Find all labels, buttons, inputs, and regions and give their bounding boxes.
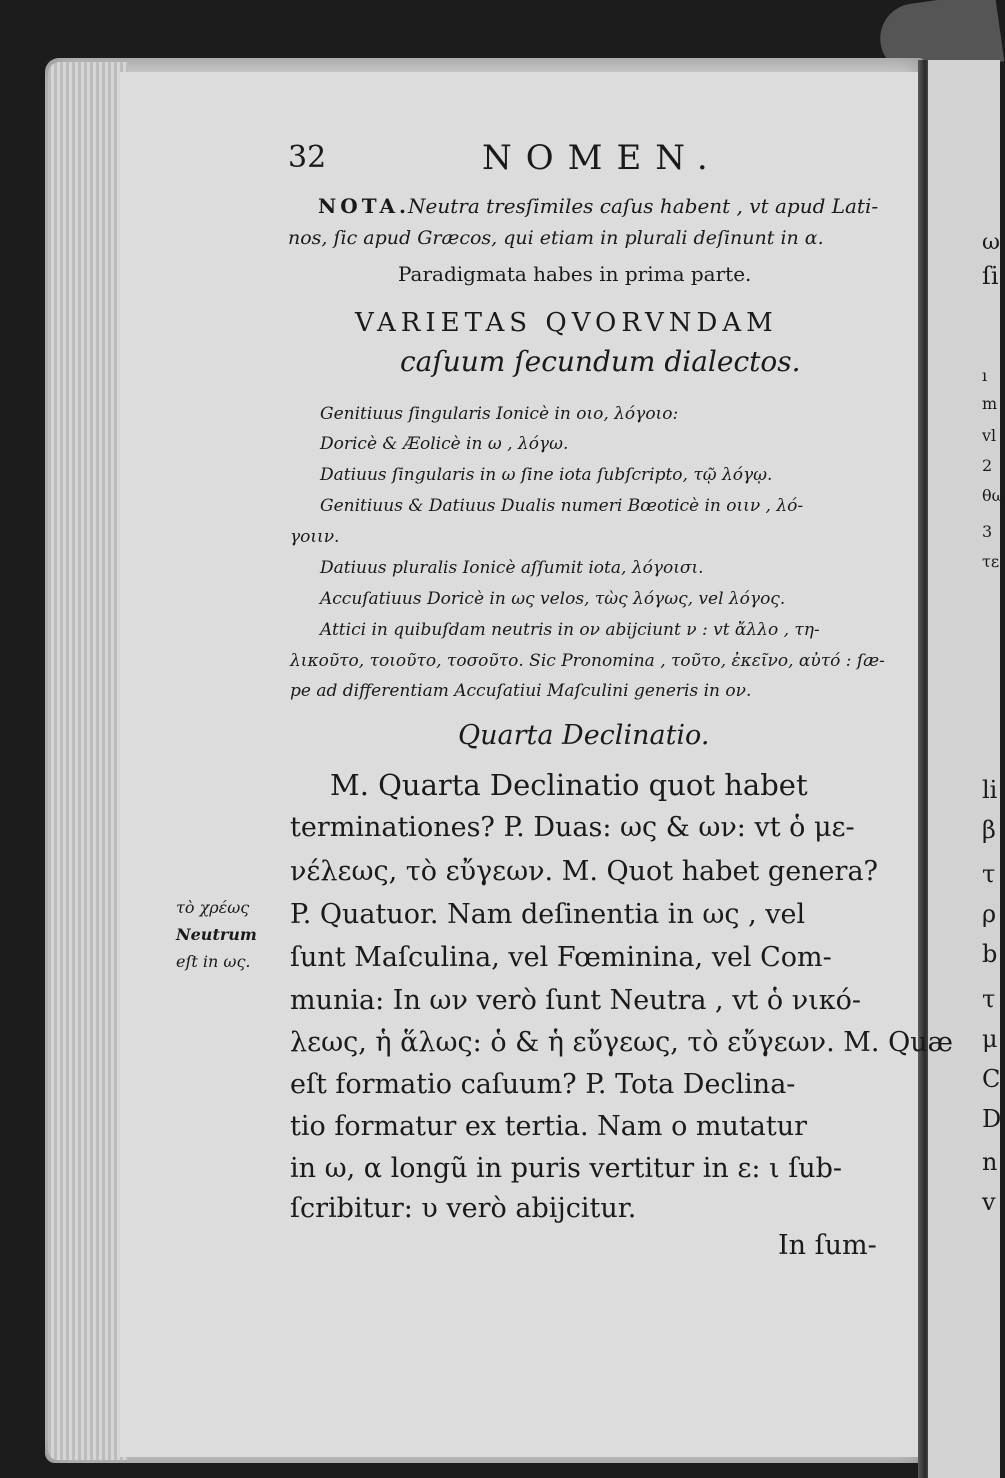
facing-fragment: ω xyxy=(982,230,1000,255)
facing-fragment: n xyxy=(982,1148,998,1176)
facing-fragment: τ xyxy=(982,860,996,888)
varietas-subtitle: caſuum ſecundum dialectos. xyxy=(400,345,801,378)
facing-fragment: ı xyxy=(982,366,988,385)
note-lead: NOTA. xyxy=(318,194,410,218)
facing-fragment: 3 xyxy=(982,522,993,541)
body-line: tio formatur ex tertia. Nam ο mutatur xyxy=(290,1111,808,1142)
margin-note-line: τὸ χρέως xyxy=(176,898,250,917)
body-line: ſunt Maſculina, vel Fœminina, vel Com- xyxy=(290,942,832,973)
dialect-line: pe ad differentiam Accuſatiui Maſculini generis in ον. xyxy=(290,681,752,701)
body-line: λεως, ἡ ἅλως: ὁ & ἡ εὔγεως, τὸ εὔγεων. M. Quæ xyxy=(290,1027,953,1058)
facing-fragment: τε xyxy=(982,552,1000,571)
page-edges xyxy=(48,62,128,1460)
facing-fragment: 2 xyxy=(982,456,993,475)
body-line: M. Quarta Declinatio quot habet xyxy=(330,768,808,802)
dialect-line: γοιιν. xyxy=(290,527,340,547)
facing-fragment: vl xyxy=(982,426,997,445)
facing-fragment: β xyxy=(982,816,996,844)
margin-note-line: eſt in ως. xyxy=(176,952,251,971)
margin-note-line: Neutrum xyxy=(176,925,257,944)
body-line: in ω, α longũ in puris vertitur in ε: ι ſub- xyxy=(290,1153,842,1184)
section-title: Quarta Declinatio. xyxy=(458,720,710,751)
dialect-line: Datiuus pluralis Ionicè aſſumit iota, λόγοισι. xyxy=(320,558,704,578)
body-line: terminationes? P. Duas: ως & ων: vt ὁ με- xyxy=(290,812,855,843)
dialect-line: Genitiuus & Datiuus Dualis numeri Bœoticè in οιιν , λό- xyxy=(320,496,804,516)
body-line: eſt formatio caſuum? P. Tota Declina- xyxy=(290,1069,796,1100)
facing-fragment: ſi xyxy=(982,262,999,290)
dialect-line: λικοῦτο, τοιοῦτο, τοσοῦτο. Sic Pronomina , τοῦτο, ἐκεῖνο, αὐτό : ſæ- xyxy=(290,651,885,671)
facing-fragment: τ xyxy=(982,985,996,1013)
dialect-line: Attici in quibuſdam neutris in ον abijciunt ν : vt ἄλλο , τη- xyxy=(320,620,820,640)
dialect-line: Datiuus ſingularis in ω ſine iota ſubſcripto, τῷ λόγῳ. xyxy=(320,465,773,485)
varietas-title: VARIETAS QVORVNDAM xyxy=(355,308,778,338)
facing-fragment: μ xyxy=(982,1025,998,1053)
body-line: νέλεως, τὸ εὔγεων. M. Quot habet genera? xyxy=(290,856,879,887)
facing-fragment: D xyxy=(982,1105,1002,1133)
facing-fragment: θω xyxy=(982,486,1005,505)
note-line-2: nos, ſic apud Græcos, qui etiam in plurali deſinunt in α. xyxy=(288,227,824,249)
dialect-line: Accuſatiuus Doricè in ως velos, τὼς λόγως, vel λόγος. xyxy=(320,589,786,609)
facing-fragment: C xyxy=(982,1065,1001,1093)
catchword: In ſum- xyxy=(778,1230,877,1261)
note-line-1: Neutra tresſimiles caſus habent , vt apud Lati- xyxy=(408,194,879,218)
body-line: munia: In ων verò ſunt Neutra , vt ὁ νικό- xyxy=(290,985,861,1016)
facing-fragment: ρ xyxy=(982,900,997,928)
running-title: NOMEN. xyxy=(482,138,722,178)
facing-fragment: b xyxy=(982,940,998,968)
note-line-3: Paradigmata habes in prima parte. xyxy=(398,262,752,286)
body-line: P. Quatuor. Nam deſinentia in ως , vel xyxy=(290,899,806,930)
dialect-line: Genitiuus ſingularis Ionicè in οιο, λόγοιο: xyxy=(320,404,679,424)
page-number: 32 xyxy=(288,140,327,175)
dialect-line: Doricè & Æolicè in ω , λόγω. xyxy=(320,434,569,454)
facing-fragment: li xyxy=(982,776,998,804)
facing-fragment: m xyxy=(982,394,998,413)
body-line: ſcribitur: υ verò abijcitur. xyxy=(290,1193,637,1224)
facing-fragment: v xyxy=(982,1188,996,1216)
